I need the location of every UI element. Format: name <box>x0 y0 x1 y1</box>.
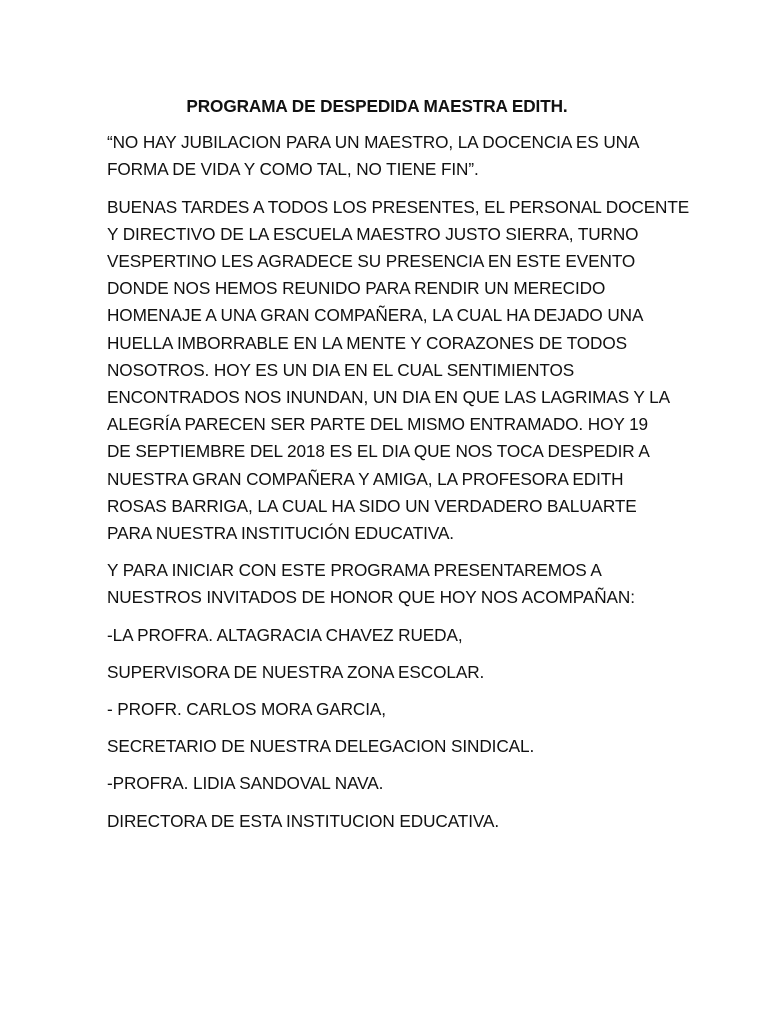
intro-line: NUESTRA GRAN COMPAÑERA Y AMIGA, LA PROFESORA EDITH <box>107 468 624 489</box>
quote-paragraph <box>107 129 667 183</box>
guest-line: SUPERVISORA DE NUESTRA ZONA ESCOLAR. <box>107 661 485 682</box>
document-title: PROGRAMA DE DESPEDIDA MAESTRA EDITH. <box>186 96 568 116</box>
guest-line: -PROFRA. LIDIA SANDOVAL NAVA. <box>107 773 384 794</box>
intro-line: HUELLA IMBORRABLE EN LA MENTE Y CORAZONES DE TODOS <box>107 332 628 353</box>
intro-line: NOSOTROS. HOY ES UN DIA EN EL CUAL SENTIMIENTOS <box>107 359 575 380</box>
intro-line: Y DIRECTIVO DE LA ESCUELA MAESTRO JUSTO SIERRA, TURNO <box>107 223 639 244</box>
intro-line: PARA NUESTRA INSTITUCIÓN EDUCATIVA. <box>107 523 454 544</box>
quote-line: FORMA DE VIDA Y COMO TAL, NO TIENE FIN”. <box>107 159 479 180</box>
intro-line: DE SEPTIEMBRE DEL 2018 ES EL DIA QUE NOS TOCA DESPEDIR A <box>107 441 650 462</box>
guest-line: SECRETARIO DE NUESTRA DELEGACION SINDICAL. <box>107 736 535 757</box>
intro-line: HOMENAJE A UNA GRAN COMPAÑERA, LA CUAL HA DEJADO UNA <box>107 305 644 326</box>
invite-paragraph <box>107 557 667 611</box>
invite-line: NUESTROS INVITADOS DE HONOR QUE HOY NOS ACOMPAÑAN: <box>107 587 635 608</box>
intro-line: BUENAS TARDES A TODOS LOS PRESENTES, EL PERSONAL DOCENTE <box>107 196 690 217</box>
guest-line: -LA PROFRA. ALTAGRACIA CHAVEZ RUEDA, <box>107 624 463 645</box>
intro-line: VESPERTINO LES AGRADECE SU PRESENCIA EN ESTE EVENTO <box>107 251 636 272</box>
intro-line: ROSAS BARRIGA, LA CUAL HA SIDO UN VERDADERO BALUARTE <box>107 495 637 516</box>
invite-line: Y PARA INICIAR CON ESTE PROGRAMA PRESENTAREMOS A <box>107 560 602 581</box>
document-body <box>107 93 690 845</box>
intro-line: ALEGRÍA PARECEN SER PARTE DEL MISMO ENTRAMADO. HOY 19 <box>107 414 649 435</box>
guest-line: DIRECTORA DE ESTA INSTITUCION EDUCATIVA. <box>107 810 499 831</box>
quote-line: “NO HAY JUBILACION PARA UN MAESTRO, LA DOCENCIA ES UNA <box>107 132 640 153</box>
intro-paragraph <box>107 194 690 548</box>
intro-line: DONDE NOS HEMOS REUNIDO PARA RENDIR UN MERECIDO <box>107 278 606 299</box>
guest-line: - PROFR. CARLOS MORA GARCIA, <box>107 699 386 720</box>
intro-line: ENCONTRADOS NOS INUNDAN, UN DIA EN QUE LAS LAGRIMAS Y LA <box>107 387 670 408</box>
